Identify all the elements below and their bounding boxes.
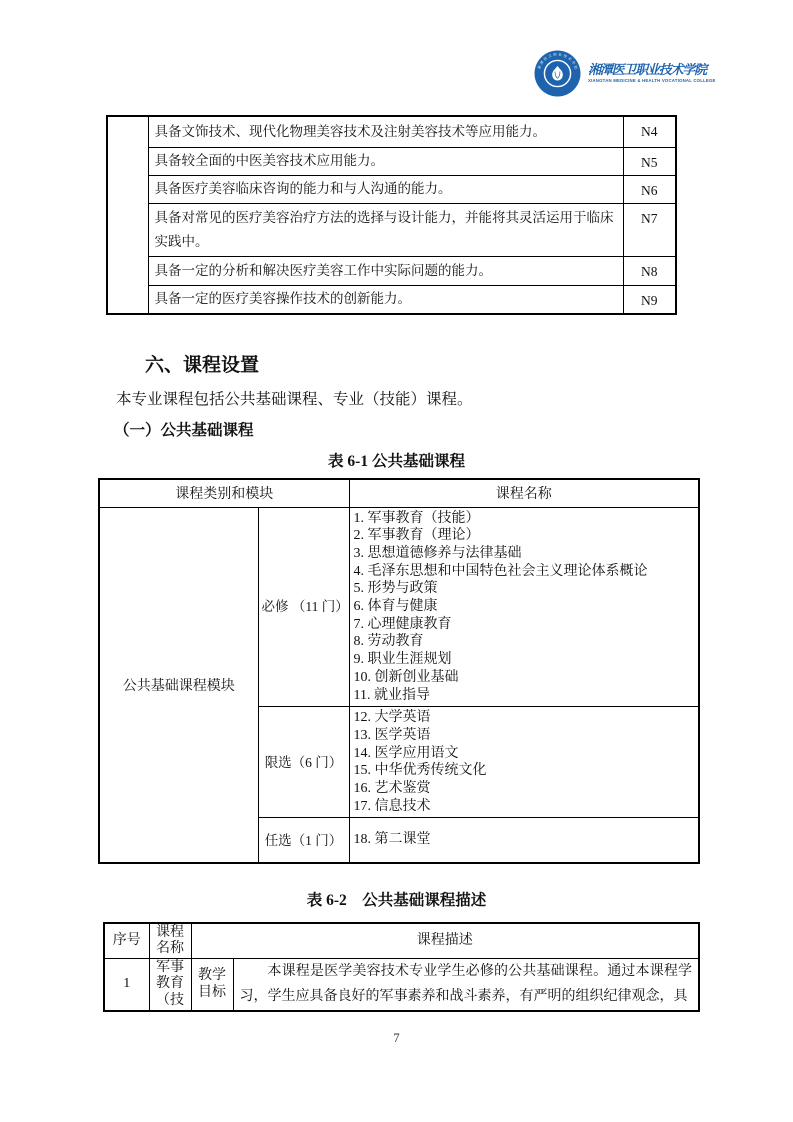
competency-text: 具备较全面的中医美容技术应用能力。 (148, 147, 623, 175)
header-description: 课程描述 (191, 923, 699, 958)
course-item: 17. 信息技术 (353, 798, 431, 814)
group-label-required: 必修 （11 门） (258, 507, 349, 707)
college-emblem-icon (534, 50, 581, 97)
course-list-required (349, 507, 699, 707)
course-item: 15. 中华优秀传统文化 (353, 763, 487, 779)
competency-table (106, 115, 677, 315)
row-course-name: 军事教育（技 (149, 958, 191, 1011)
course-item: 8. 劳动教育 (353, 634, 424, 650)
competency-code: N7 (623, 203, 676, 256)
course-item: 2. 军事教育（理论） (353, 528, 480, 544)
module-cell: 公共基础课程模块 (99, 507, 258, 863)
table-row (107, 256, 676, 285)
course-item: 13. 医学英语 (353, 727, 431, 743)
table-header-row (99, 479, 699, 507)
table-6-2-title: 表 6-2 公共基础课程描述 (306, 892, 487, 909)
course-item: 1. 军事教育（技能） (353, 510, 480, 526)
course-item: 4. 毛泽东思想和中国特色社会主义理论体系概论 (353, 563, 648, 579)
competency-code: N6 (623, 175, 676, 203)
table-row (107, 203, 676, 256)
competency-code: N8 (623, 256, 676, 285)
course-item: 9. 职业生涯规划 (353, 652, 452, 668)
college-name-block (588, 61, 793, 86)
college-name-en: XIANGTAN MEDICINE & HEALTH VOCATIONAL COLLEGE (588, 79, 716, 84)
empty-spanner-cell (107, 116, 148, 314)
row-index: 1 (104, 958, 149, 1011)
course-item: 18. 第二课堂 (353, 832, 431, 848)
page-number: 7 (393, 1031, 400, 1045)
section-subheading: （一）公共基础课程 (114, 422, 254, 439)
course-item: 5. 形势与政策 (353, 581, 438, 597)
table-6-1-title: 表 6-1 公共基础课程 (328, 453, 465, 470)
row-aspect-label: 教学目标 (191, 958, 233, 1011)
competency-text: 具备医疗美容临床咨询的能力和与人沟通的能力。 (148, 175, 623, 203)
table-row (99, 507, 699, 707)
competency-text: 具备一定的分析和解决医疗美容工作中实际问题的能力。 (148, 256, 623, 285)
public-basic-courses-table (98, 478, 700, 864)
course-item: 12. 大学英语 (353, 710, 431, 726)
course-item: 14. 医学应用语文 (353, 745, 459, 761)
section-heading: 六、课程设置 (145, 355, 260, 376)
table-row (107, 175, 676, 203)
header-course-name: 课程名称 (349, 479, 699, 507)
course-item: 6. 体育与健康 (353, 599, 438, 615)
emblem-ring-text: 湘潭医卫职业技术学院 (537, 52, 579, 72)
table-row (107, 285, 676, 314)
college-name-cn: 湘潭医卫职业技术学院 (588, 62, 707, 77)
section-intro: 本专业课程包括公共基础课程、专业（技能）课程。 (116, 391, 473, 408)
table-row (107, 147, 676, 175)
course-item: 16. 艺术鉴赏 (353, 781, 431, 797)
course-list-limited (349, 707, 699, 818)
competency-code: N5 (623, 147, 676, 175)
row-description: 本课程是医学美容技术专业学生必修的公共基础课程。通过本课程学习，学生应具备良好的军事素养和战斗素养，有严明的组织纪律观念，具 (233, 958, 699, 1011)
course-item: 11. 就业指导 (353, 687, 430, 703)
course-item: 3. 思想道德修养与法律基础 (353, 545, 522, 561)
header-index: 序号 (104, 923, 149, 958)
course-list-elective (349, 818, 699, 863)
table-row (104, 958, 699, 1011)
header-course: 课程名称 (149, 923, 191, 958)
competency-text: 具备一定的医疗美容操作技术的创新能力。 (148, 285, 623, 314)
course-description-table (103, 922, 700, 1012)
table-header-row (104, 923, 699, 958)
table-row (107, 116, 676, 147)
group-label-limited: 限选（6 门） (258, 707, 349, 818)
group-label-elective: 任选（1 门） (258, 818, 349, 863)
college-logo (534, 50, 793, 97)
header-category: 课程类别和模块 (99, 479, 349, 507)
course-item: 10. 创新创业基础 (353, 669, 459, 685)
competency-text: 具备对常见的医疗美容治疗方法的选择与设计能力，并能将其灵活运用于临床实践中。 (148, 203, 623, 256)
competency-code: N4 (623, 116, 676, 147)
competency-text: 具备文饰技术、现代化物理美容技术及注射美容技术等应用能力。 (148, 116, 623, 147)
competency-code: N9 (623, 285, 676, 314)
course-item: 7. 心理健康教育 (353, 616, 452, 632)
